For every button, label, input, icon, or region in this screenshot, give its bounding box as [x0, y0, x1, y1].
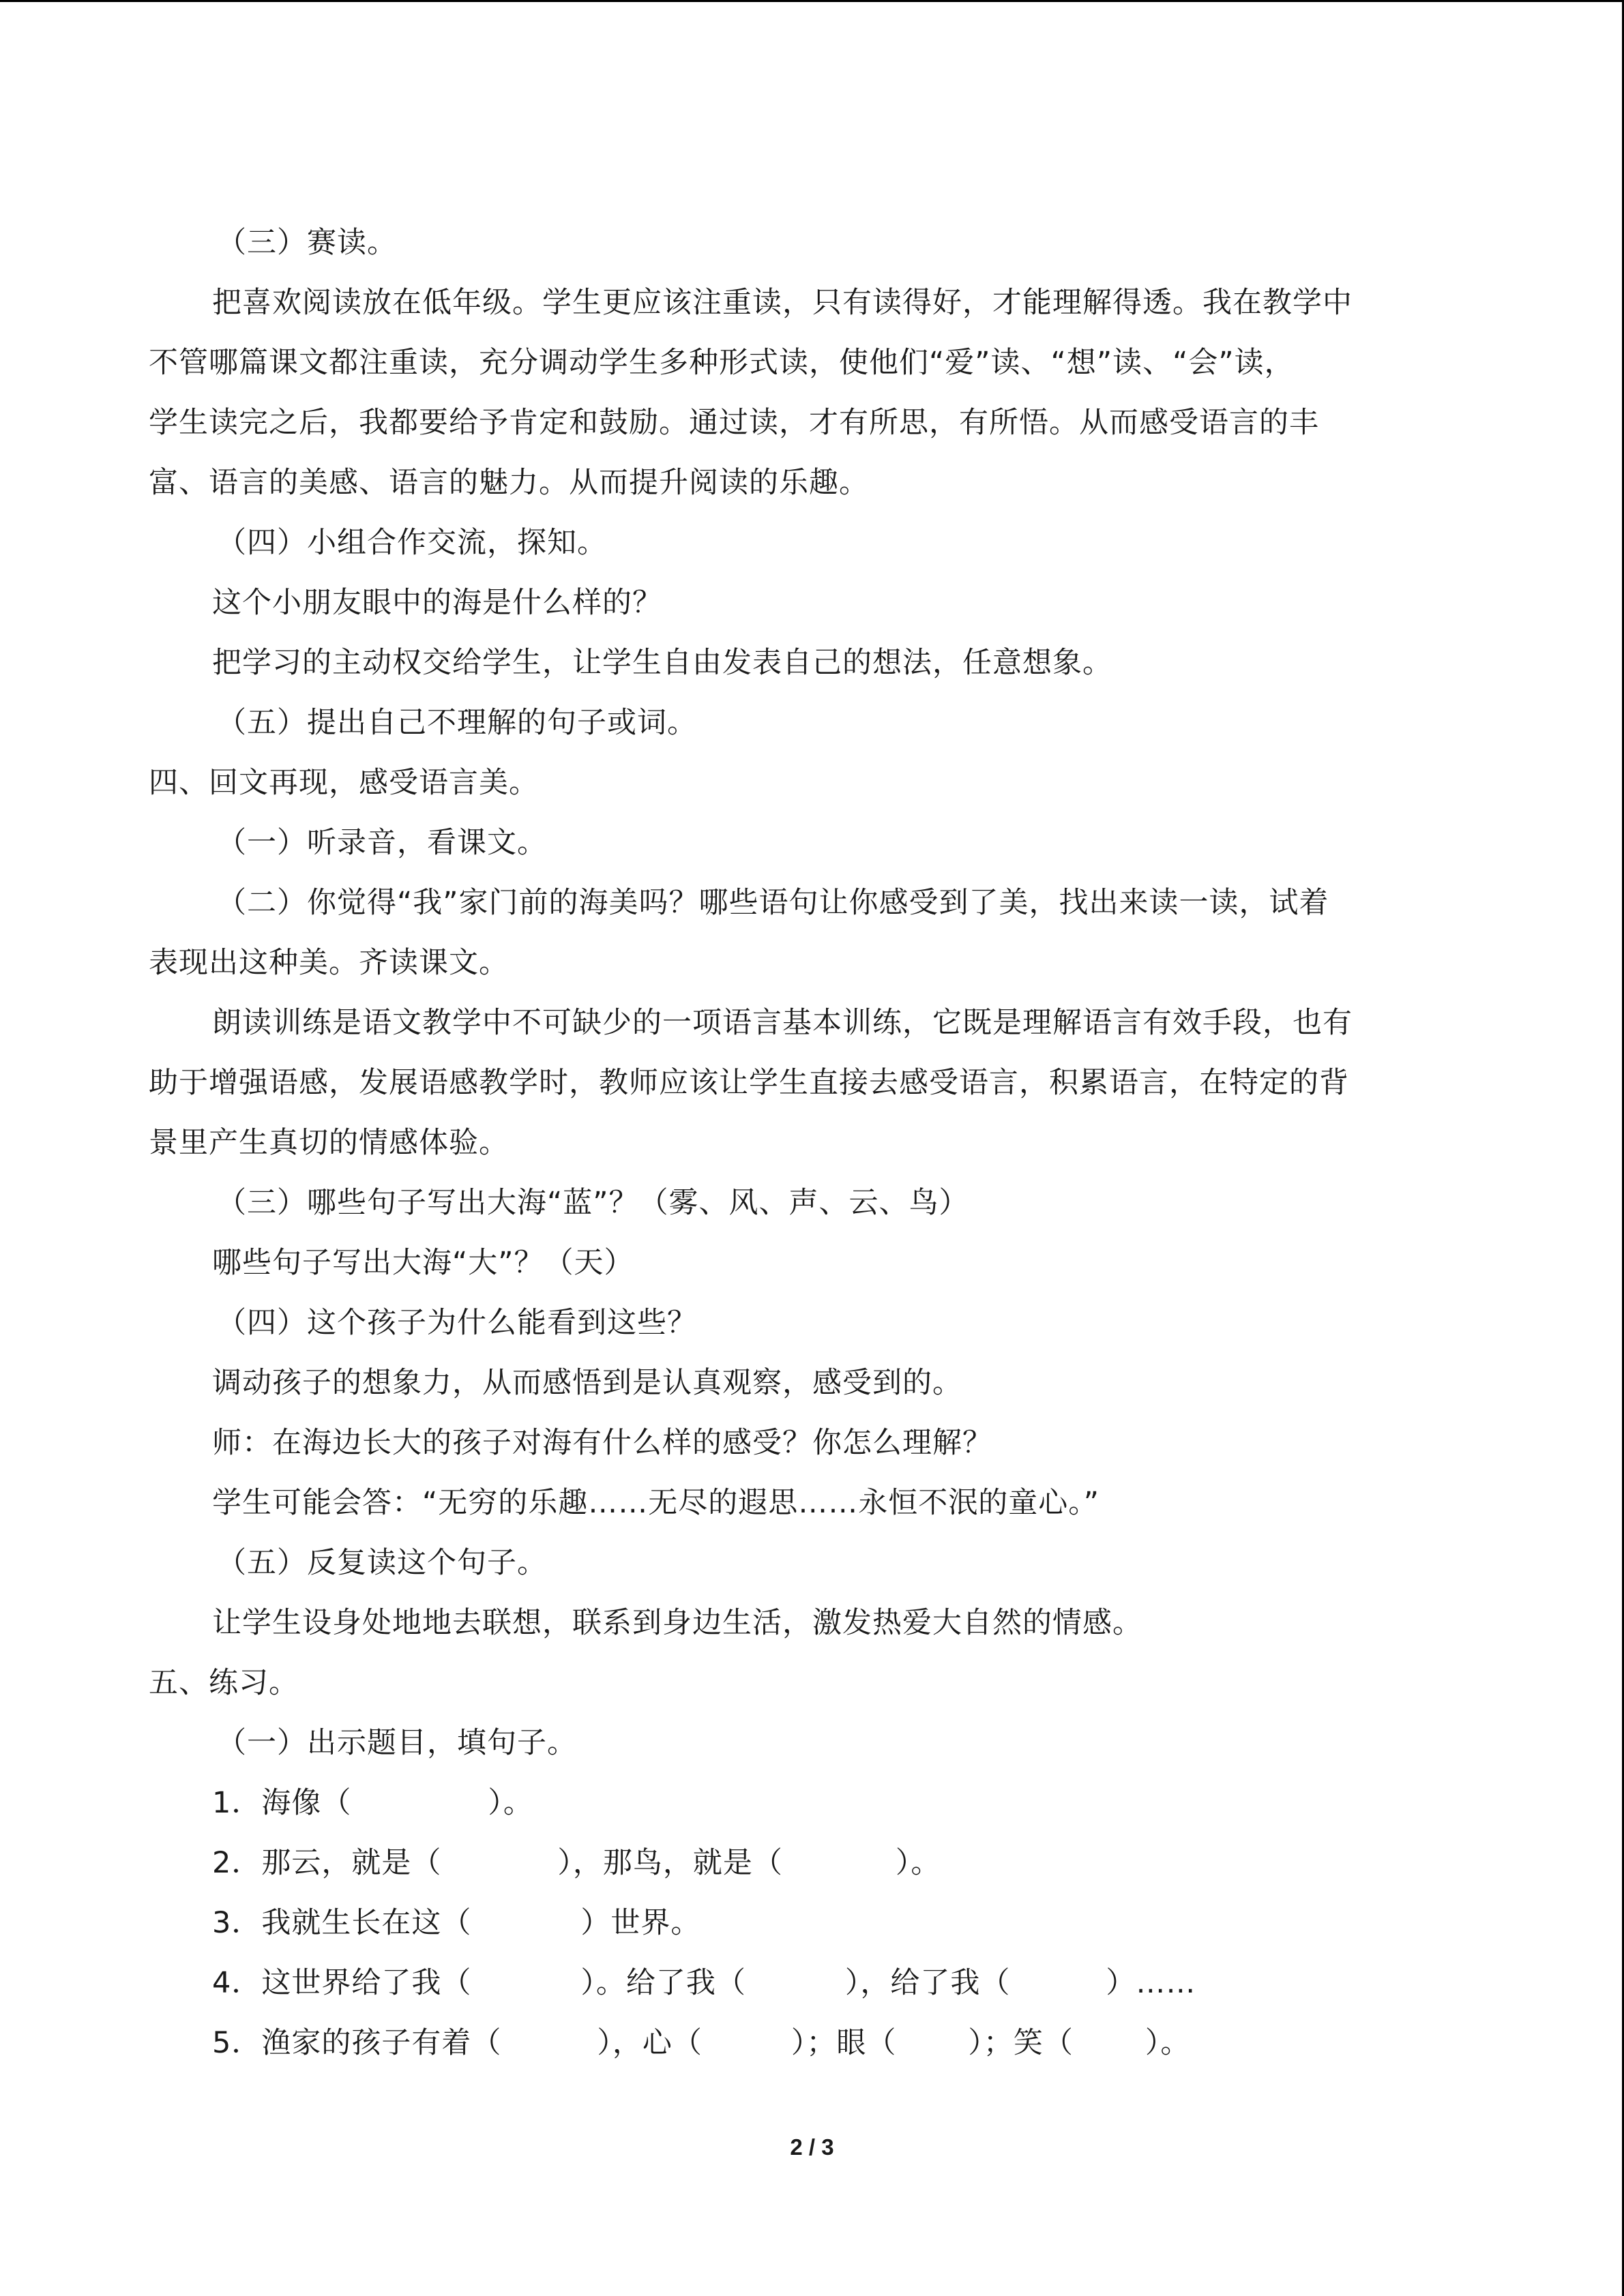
exercise-text: ），心（ [597, 2026, 703, 2060]
text-line: （二）你觉得“我”家门前的海美吗？哪些语句让你感受到了美，找出来读一读，试着 [217, 886, 1329, 920]
text-line: 表现出这种美。齐读课文。 [149, 946, 509, 980]
text-line: 这个小朋友眼中的海是什么样的？ [212, 586, 662, 620]
text-line: 师：在海边长大的孩子对海有什么样的感受？你怎么理解？ [212, 1426, 992, 1460]
exercise-text: ）。给了我（ [580, 1966, 746, 2000]
page-top-border [0, 0, 1624, 2]
exercise-text: ）…… [1106, 1966, 1196, 2000]
exercise-item-1 [149, 1773, 1465, 1833]
exercise-text: ），那鸟，就是（ [557, 1846, 783, 1880]
exercise-item-3 [149, 1893, 1465, 1953]
text-line: 朗读训练是语文教学中不可缺少的一项语言基本训练，它既是理解语言有效手段，也有 [212, 1006, 1353, 1040]
exercise-item-2 [149, 1833, 1465, 1893]
text-line: 哪些句子写出大海“大”？（天） [212, 1246, 634, 1280]
text-line: 助于增强语感，发展语感教学时，教师应该让学生直接去感受语言，积累语言，在特定的背 [149, 1066, 1349, 1100]
text-line: 让学生设身处地地去联想，联系到身边生活，激发热爱大自然的情感。 [212, 1606, 1142, 1640]
text-line: 学生读完之后，我都要给予肯定和鼓励。通过读，才有所思，有所悟。从而感受语言的丰 [149, 406, 1319, 440]
section-heading: 四、回文再现，感受语言美。 [149, 766, 539, 800]
exercise-item-5 [149, 2013, 1465, 2073]
exercise-text: ）。 [895, 1846, 941, 1880]
exercise-text: ）；笑（ [968, 2026, 1074, 2060]
exercise-text: ）。 [1145, 2026, 1191, 2060]
text-line: 景里产生真切的情感体验。 [149, 1126, 509, 1160]
text-line: （三）哪些句子写出大海“蓝”？（雾、风、声、云、鸟） [217, 1186, 969, 1220]
text-line: 调动孩子的想象力，从而感悟到是认真观察，感受到的。 [212, 1366, 962, 1400]
text-line: 富、语言的美感、语言的魅力。从而提升阅读的乐趣。 [149, 466, 869, 500]
text-line: 不管哪篇课文都注重读，充分调动学生多种形式读，使他们“爱”读、“想”读、“会”读， [149, 346, 1295, 380]
page-number: 2 / 3 [790, 2134, 834, 2160]
exercise-text: ）；眼（ [791, 2026, 897, 2060]
exercise-text: 2．那云，就是（ [212, 1846, 442, 1880]
exercise-text: ）。 [488, 1786, 533, 1820]
document-body [149, 213, 1465, 2073]
text-line: （一）听录音，看课文。 [217, 826, 547, 860]
text-line: （五）提出自己不理解的句子或词。 [217, 706, 697, 740]
text-line: （四）这个孩子为什么能看到这些？ [217, 1306, 697, 1340]
exercise-text: ），给了我（ [844, 1966, 1011, 2000]
text-line: 把学习的主动权交给学生，让学生自由发表自己的想法，任意想象。 [212, 646, 1112, 680]
exercise-text: 3．我就生长在这（ [212, 1906, 472, 1940]
exercise-item-4 [149, 1953, 1465, 2013]
text-line: 把喜欢阅读放在低年级。学生更应该注重读，只有读得好，才能理解得透。我在教学中 [212, 286, 1353, 320]
exercise-text: ）世界。 [580, 1906, 701, 1940]
exercise-text: 5．渔家的孩子有着（ [212, 2026, 502, 2060]
section-heading: 五、练习。 [149, 1666, 299, 1700]
text-line: （五）反复读这个句子。 [217, 1546, 547, 1580]
text-line: （四）小组合作交流，探知。 [217, 526, 607, 560]
exercise-text: 1．海像（ [212, 1786, 352, 1820]
exercise-text: 4．这世界给了我（ [212, 1966, 472, 2000]
text-line: （三）赛读。 [217, 226, 397, 260]
text-line: （一）出示题目，填句子。 [217, 1726, 577, 1760]
text-line: 学生可能会答：“无穷的乐趣……无尽的遐思……永恒不泯的童心。” [212, 1486, 1100, 1520]
